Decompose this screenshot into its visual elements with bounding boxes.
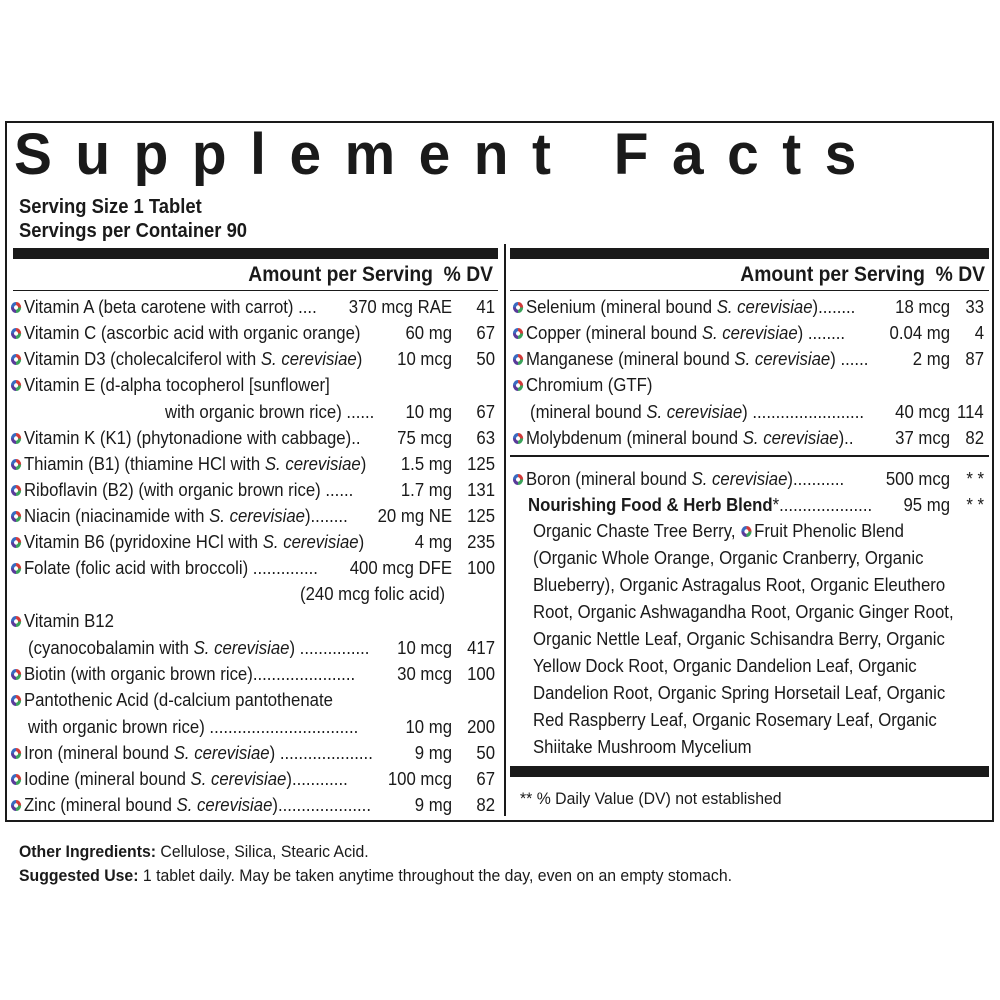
right-mid-rule: [510, 455, 989, 457]
food-source-leaf-icon: [10, 536, 22, 549]
left-thick-bar: [13, 248, 498, 259]
nutrient-amount: 0.04 mg: [889, 323, 950, 343]
left-amount-header: Amount per Serving: [248, 263, 433, 286]
blend-ingredients-line-1: Organic Chaste Tree Berry, Fruit Phenolic Blend: [533, 521, 904, 541]
blend-ingredients-line: Root, Organic Ashwagandha Root, Organic Ginger Root,: [533, 602, 954, 622]
nutrient-amount: 10 mg: [405, 717, 452, 737]
nutrient-amount: 60 mg: [405, 323, 452, 343]
nutrient-amount: 9 mg: [414, 795, 452, 815]
nutrient-row-continuation: with organic brown rice) ................................: [28, 717, 359, 737]
serving-size: Serving Size 1 Tablet: [19, 196, 202, 218]
nutrient-row: Vitamin D3 (cholecalciferol with S. cerevisiae): [10, 348, 362, 370]
food-source-leaf-icon: [10, 353, 22, 366]
food-source-leaf-icon: [512, 473, 524, 486]
nutrient-dv: 125: [467, 454, 495, 474]
nutrient-row: Copper (mineral bound S. cerevisiae) ........: [512, 322, 845, 344]
right-thick-bar: [510, 248, 989, 259]
nutrient-row: Vitamin B6 (pyridoxine HCl with S. cerevisiae): [10, 531, 364, 553]
nutrient-dv: 50: [476, 349, 495, 369]
serving-info: [19, 195, 247, 243]
nutrient-row: Chromium (GTF): [512, 374, 652, 396]
nutrient-dv: 114: [957, 402, 984, 422]
other-ingredients: Other Ingredients: Cellulose, Silica, Stearic Acid.: [19, 842, 369, 861]
nutrient-row: Vitamin B12: [10, 610, 114, 632]
nutrient-row-boron: Boron (mineral bound S. cerevisiae)...........: [512, 468, 844, 490]
nutrient-row-continuation: (240 mcg folic acid): [300, 584, 446, 604]
blend-amount: 95 mg: [903, 495, 950, 515]
nutrient-amount: 1.5 mg: [400, 454, 452, 474]
nutrient-row: Folate (folic acid with broccoli) ..............: [10, 557, 318, 579]
food-source-leaf-icon: [10, 301, 22, 314]
nutrient-amount: 100 mcg: [387, 769, 452, 789]
food-source-leaf-icon: [10, 484, 22, 497]
food-source-leaf-icon: [10, 615, 22, 628]
nutrient-dv: 67: [476, 769, 495, 789]
right-dv-header: % DV: [935, 263, 985, 286]
left-header-rule: [13, 290, 498, 291]
food-source-leaf-icon: [512, 353, 524, 366]
food-source-leaf-icon: [10, 562, 22, 575]
food-source-leaf-icon: [10, 458, 22, 471]
nutrient-amount: 9 mg: [414, 743, 452, 763]
blend-ingredients-line: Blueberry), Organic Astragalus Root, Organic Eleuthero: [533, 575, 946, 595]
nutrient-row: Niacin (niacinamide with S. cerevisiae)........: [10, 505, 348, 527]
food-source-leaf-icon: [10, 668, 22, 681]
nutrient-row: Iodine (mineral bound S. cerevisiae)............: [10, 768, 348, 790]
column-divider: [504, 244, 506, 816]
nutrient-dv: 41: [476, 297, 495, 317]
nutrient-amount: 37 mcg: [895, 428, 950, 448]
food-source-leaf-icon: [10, 379, 22, 392]
blend-name: Nourishing Food & Herb Blend: [528, 495, 773, 515]
nutrient-dv: 33: [965, 297, 984, 317]
blend-ingredients-line: Yellow Dock Root, Organic Dandelion Leaf, Organic: [533, 656, 917, 676]
nutrient-amount: 10 mcg: [397, 349, 452, 369]
food-source-leaf-icon: [10, 432, 22, 445]
nutrient-row: Riboflavin (B2) (with organic brown rice) ......: [10, 479, 353, 501]
servings-per-container: Servings per Container 90: [19, 220, 248, 242]
blend-ingredients-line: Shiitake Mushroom Mycelium: [533, 737, 752, 757]
nutrient-amount: 75 mcg: [397, 428, 452, 448]
nutrient-amount: 400 mcg DFE: [349, 558, 452, 578]
nutrient-dv: 67: [476, 323, 495, 343]
nutrient-amount: 2 mg: [912, 349, 950, 369]
nutrient-amount: 10 mcg: [397, 638, 452, 658]
suggested-use: Suggested Use: 1 tablet daily. May be taken anytime throughout the day, even on an empty stomach.: [19, 866, 733, 885]
blend-ingredients-line: Organic Nettle Leaf, Organic Schisandra Berry, Organic: [533, 629, 945, 649]
nutrient-row: Thiamin (B1) (thiamine HCl with S. cerevisiae): [10, 453, 366, 475]
nutrient-row-continuation: with organic brown rice) ......: [165, 402, 375, 422]
nutrient-dv: 200: [467, 717, 495, 737]
nutrient-row: Pantothenic Acid (d-calcium pantothenate: [10, 689, 333, 711]
nutrient-amount: 10 mg: [405, 402, 452, 422]
nutrient-amount: 30 mcg: [397, 664, 452, 684]
nutrient-row: Vitamin K (K1) (phytonadione with cabbage)..: [10, 427, 360, 449]
blend-title-row: Nourishing Food & Herb Blend*....................: [528, 495, 873, 515]
dv-not-established-note: ** % Daily Value (DV) not established: [520, 789, 782, 808]
blend-ingredients-line: (Organic Whole Orange, Organic Cranberry, Organic: [533, 548, 924, 568]
nutrient-dv: 82: [965, 428, 984, 448]
nutrient-dv: 50: [476, 743, 495, 763]
nutrient-row: Vitamin C (ascorbic acid with organic orange): [10, 322, 360, 344]
blend-ingredients-line: Red Raspberry Leaf, Organic Rosemary Leaf, Organic: [533, 710, 937, 730]
blend-ingredients-line: Dandelion Root, Organic Spring Horsetail Leaf, Organic: [533, 683, 946, 703]
nutrient-row: Molybdenum (mineral bound S. cerevisiae)..: [512, 427, 853, 449]
nutrient-row-continuation: (mineral bound S. cerevisiae) ........................: [530, 402, 865, 422]
nutrient-dv: 100: [467, 664, 495, 684]
food-source-leaf-icon: [10, 799, 22, 812]
nutrient-row: Zinc (mineral bound S. cerevisiae)....................: [10, 794, 371, 816]
blend-dv: * *: [966, 495, 984, 515]
right-amount-header: Amount per Serving: [740, 263, 925, 286]
food-source-leaf-icon: [740, 525, 752, 538]
nutrient-amount: 4 mg: [414, 532, 452, 552]
food-source-leaf-icon: [512, 379, 524, 392]
boron-amount: 500 mcg: [885, 469, 950, 489]
food-source-leaf-icon: [10, 327, 22, 340]
nutrient-dv: 235: [467, 532, 495, 552]
nutrient-dv: 125: [467, 506, 495, 526]
right-bottom-thick-bar: [510, 766, 989, 777]
nutrient-dv: 87: [965, 349, 984, 369]
food-source-leaf-icon: [512, 327, 524, 340]
nutrient-row: Iron (mineral bound S. cerevisiae) ....................: [10, 742, 373, 764]
nutrient-dv: 82: [476, 795, 495, 815]
food-source-leaf-icon: [10, 747, 22, 760]
nutrient-amount: 20 mg NE: [377, 506, 452, 526]
food-source-leaf-icon: [512, 432, 524, 445]
left-column-header: [248, 262, 493, 288]
food-source-leaf-icon: [10, 510, 22, 523]
nutrient-dv: 417: [467, 638, 495, 658]
nutrient-amount: 370 mcg RAE: [348, 297, 452, 317]
nutrient-dv: 63: [476, 428, 495, 448]
food-source-leaf-icon: [512, 301, 524, 314]
right-header-rule: [510, 290, 989, 291]
nutrient-dv: 67: [476, 402, 495, 422]
nutrient-row: Selenium (mineral bound S. cerevisiae)........: [512, 296, 855, 318]
food-source-leaf-icon: [10, 694, 22, 707]
nutrient-row: Manganese (mineral bound S. cerevisiae) ......: [512, 348, 868, 370]
nutrient-amount: 18 mcg: [895, 297, 950, 317]
nutrient-amount: 1.7 mg: [400, 480, 452, 500]
boron-dv: * *: [966, 469, 984, 489]
right-column-header: [740, 262, 985, 288]
nutrient-row: Vitamin A (beta carotene with carrot) ....: [10, 296, 317, 318]
food-source-leaf-icon: [10, 773, 22, 786]
nutrient-dv: 100: [467, 558, 495, 578]
nutrient-row: Vitamin E (d-alpha tocopherol [sunflower]: [10, 374, 330, 396]
nutrient-row-continuation: (cyanocobalamin with S. cerevisiae) ...............: [28, 638, 370, 658]
left-dv-header: % DV: [443, 263, 493, 286]
nutrient-dv: 4: [974, 323, 984, 343]
nutrient-amount: 40 mcg: [895, 402, 950, 422]
nutrient-row: Biotin (with organic brown rice)......................: [10, 663, 355, 685]
panel-title: Supplement Facts: [14, 122, 880, 187]
nutrient-dv: 131: [467, 480, 495, 500]
